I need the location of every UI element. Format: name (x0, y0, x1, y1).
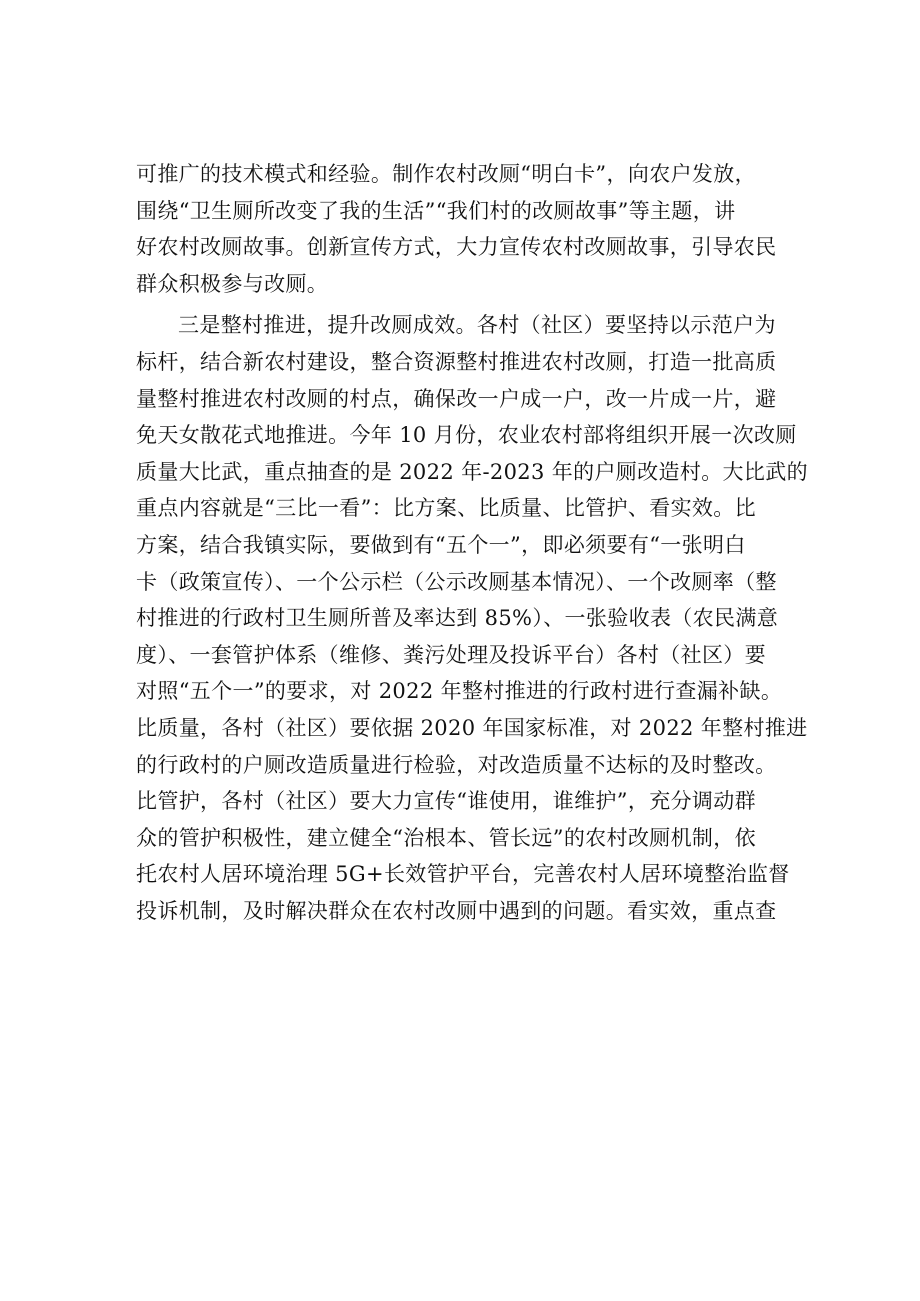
text-line: 投诉机制，及时解决群众在农村改厕中遇到的问题。看实效，重点查 (136, 898, 777, 923)
text-line: 对照“五个一”的要求，对 2022 年整村推进的行政村进行查漏补缺。 (136, 679, 783, 704)
text-line: 标杆，结合新农村建设，整合资源整村推进农村改厕，打造一批高质 (136, 349, 777, 374)
text-line: 度）、一套管护体系（维修、粪污处理及投诉平台）各村（社区）要 (136, 642, 766, 667)
text-line: 比管护，各村（社区）要大力宣传“谁使用，谁维护”，充分调动群 (136, 789, 756, 814)
text-line: 卡（政策宣传）、一个公示栏（公示改厕基本情况）、一个改厕率（整 (136, 569, 777, 594)
text-line: 量整村推进农村改厕的村点，确保改一户成一户，改一片成一片，避 (136, 386, 777, 411)
text-line: 重点内容就是“三比一看”：比方案、比质量、比管护、看实效。比 (136, 496, 756, 521)
text-line: 可推广的技术模式和经验。制作农村改厕“明白卡”，向农户发放， (136, 162, 756, 186)
text-line: 质量大比武，重点抽查的是 2022 年-2023 年的户厕改造村。大比武的 (136, 459, 808, 484)
text-line: 群众积极参与改厕。 (136, 271, 329, 296)
text-line: 三是整村推进，提升改厕成效。各村（社区）要坚持以示范户为 (178, 313, 776, 338)
text-line: 比质量，各村（社区）要依据 2020 年国家标准，对 2022 年整村推进 (136, 715, 808, 740)
text-line: 众的管护积极性，建立健全“治根本、管长远”的农村改厕机制，依 (136, 825, 756, 850)
paragraph-1 (136, 156, 806, 302)
document-body (136, 156, 806, 929)
text-line: 免天女散花式地推进。今年 10 月份，农业农村部将组织开展一次改厕 (136, 423, 797, 448)
text-line: 村推进的行政村卫生厕所普及率达到 85%）、一张验收表（农民满意 (136, 606, 779, 631)
text-line: 托农村人居环境治理 5G+长效管护平台，完善农村人居环境整治监督 (136, 862, 790, 887)
text-line: 好农村改厕故事。创新宣传方式，大力宣传农村改厕故事，引导农民 (136, 235, 777, 260)
paragraph-2 (136, 307, 806, 929)
text-line: 的行政村的户厕改造质量进行检验，对改造质量不达标的及时整改。 (136, 752, 777, 777)
text-line: 围绕“卫生厕所改变了我的生活”“我们村的改厕故事”等主题，讲 (136, 198, 736, 223)
text-line: 方案，结合我镇实际，要做到有“五个一”，即必须要有“一张明白 (136, 532, 746, 557)
